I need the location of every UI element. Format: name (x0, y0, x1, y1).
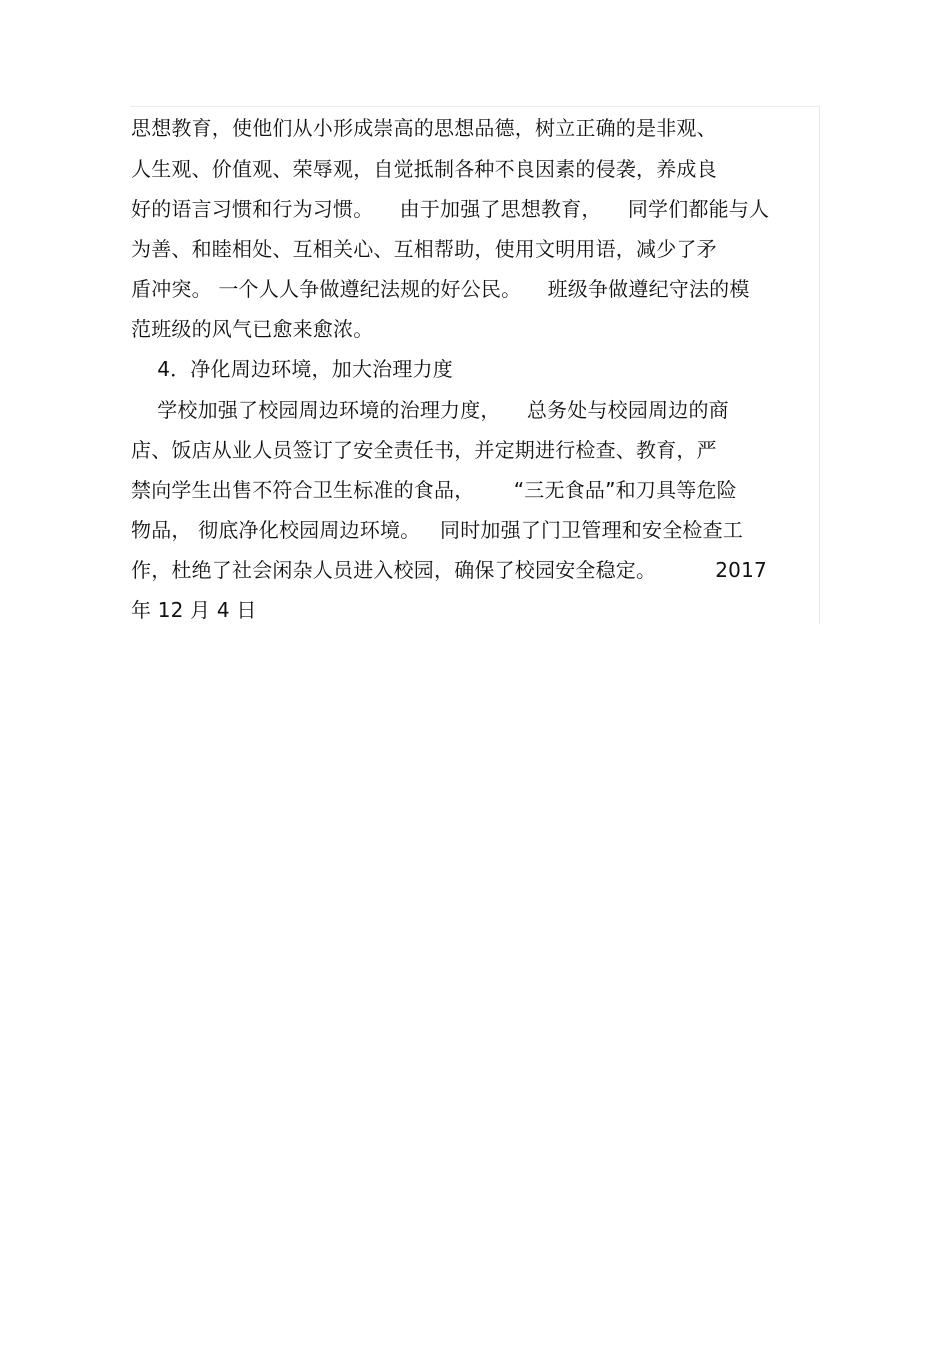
body-text-line: 人生观、价值观、荣辱观，自觉抵制各种不良因素的侵袭，养成良 (131, 157, 717, 181)
body-text-line: 为善、和睦相处、互相关心、互相帮助，使用文明用语，减少了矛 (131, 237, 717, 261)
body-text-line: 学校加强了校园周边环境的治理力度， 总务处与校园周边的商 (131, 398, 729, 422)
page-frame-top-border (130, 106, 820, 107)
body-text-line: 店、饭店从业人员签订了安全责任书，并定期进行检查、教育，严 (131, 438, 717, 462)
body-text-line: 范班级的风气已愈来愈浓。 (131, 317, 374, 341)
body-text-line: 好的语言习惯和行为习惯。 由于加强了思想教育， 同学们都能与人 (131, 197, 770, 221)
body-text-line: 作，杜绝了社会闲杂人员进入校园，确保了校园安全稳定。 2017 (131, 558, 767, 582)
body-text-line: 思想教育，使他们从小形成崇高的思想品德，树立正确的是非观、 (131, 116, 717, 140)
section-heading: 4．净化周边环境，加大治理力度 (131, 357, 453, 381)
page-frame-right-border (819, 106, 820, 624)
date-line: 年 12 月 4 日 (131, 598, 257, 622)
body-text-line: 物品， 彻底净化校园周边环境。 同时加强了门卫管理和安全检查工 (131, 518, 744, 542)
body-text-line: 盾冲突。 一个人人争做遵纪法规的好公民。 班级争做遵纪守法的模 (131, 277, 750, 301)
body-text-line: 禁向学生出售不符合卫生标准的食品， “三无食品”和刀具等危险 (131, 478, 737, 502)
